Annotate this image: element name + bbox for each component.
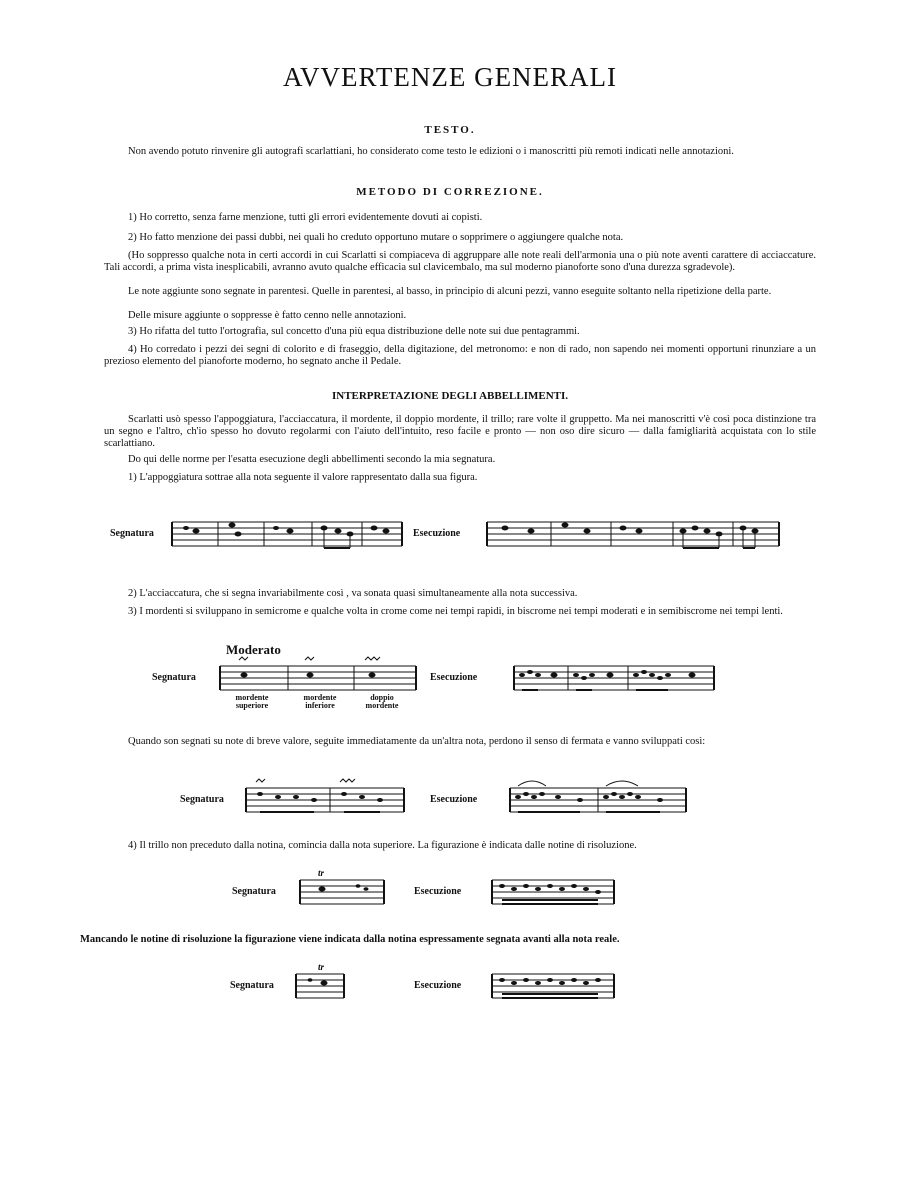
esecuzione-label-4: Esecuzione <box>414 886 462 897</box>
staff-esecuzione-5 <box>492 970 614 1002</box>
staff-segnatura-1 <box>172 518 402 550</box>
paragraph-interpretazione-norme: Do qui delle norme per l'esatta esecuzione degli abbellimenti secondo la mia segnatura. <box>128 454 496 465</box>
trill-sign-icon: tr <box>318 962 325 972</box>
section-heading-interpretazione: INTERPRETAZIONE DEGLI ABBELLIMENTI. <box>331 390 569 402</box>
esecuzione-label-1: Esecuzione <box>413 528 461 539</box>
esecuzione-label-5: Esecuzione <box>414 980 462 991</box>
section-heading-metodo: METODO DI CORREZIONE. <box>356 186 544 198</box>
paragraph-metodo-1: 1) Ho corretto, senza farne menzione, tutti gli errori evidentemente dovuti ai copisti. <box>128 212 483 223</box>
staff-esecuzione-3 <box>510 784 686 816</box>
paragraph-acciaccatura: 2) L'acciaccatura, che si segna invariabilmente così , va sonata quasi simultaneamente alla nota successiva. <box>128 588 578 599</box>
page-title: AVVERTENZE GENERALI <box>282 62 618 92</box>
paragraph-appoggiatura: 1) L'appoggiatura sottrae alla nota seguente il valore rappresentato dalla sua figura. <box>128 472 478 483</box>
segnatura-label-2: Segnatura <box>152 672 196 683</box>
label-mordente-superiore: mordente superiore <box>235 693 269 710</box>
label-doppio-mordente: doppio mordente <box>365 693 399 710</box>
staff-esecuzione-1 <box>487 518 779 550</box>
esecuzione-label-2: Esecuzione <box>430 672 478 683</box>
staff-segnatura-2 <box>220 662 416 694</box>
paragraph-metodo-7: 4) Ho corredato i pezzi dei segni di colorito e di fraseggio, della digitazione, del metronomo: e non di rado, non sapendo nei momenti opportuni rinunziare a un prezioso elemento del pianoforte moderno, ho segnato anche il Pedale. <box>104 344 816 367</box>
paragraph-metodo-3: (Ho soppresso qualche nota in certi accordi in cui Scarlatti si compiaceva di aggruppare alle note reali dell'armonia una o più note aventi carattere di acciaccature. Tali accordi, a prima vista inesplicabili, avranno avuto qualche efficacia sul clavicembalo, ma sul moderno pianoforte sono d'una durezza sgradevole). <box>104 250 816 273</box>
segnatura-label-1: Segnatura <box>110 528 154 539</box>
paragraph-mancando: Mancando le notine di risoluzione la figurazione viene indicata dalla notina espressamente segnata avanti alla nota reale. <box>80 934 620 945</box>
label-mordente-inferiore: mordente inferiore <box>303 693 337 710</box>
paragraph-trillo: 4) Il trillo non preceduto dalla notina, comincia dalla nota superiore. La figurazione è indicata dalle notine di risoluzione. <box>128 840 637 851</box>
tempo-marking-moderato: Moderato <box>226 642 281 657</box>
paragraph-note-brevi: Quando son segnati su note di breve valore, seguite immediatamente da un'altra nota, perdono il senso di fermata e vanno sviluppati così: <box>128 736 706 747</box>
staff-segnatura-3 <box>246 784 404 816</box>
paragraph-metodo-4: Le note aggiunte sono segnate in parentesi. Quelle in parentesi, al basso, in principio di alcuni pezzi, vanno eseguite soltanto nella ripetizione della parte. <box>128 286 772 297</box>
paragraph-mordenti: 3) I mordenti si sviluppano in semicrome e qualche volta in crome come nei tempi rapidi, in biscrome nei tempi moderati e in semibiscrome nei tempi lenti. <box>128 606 783 617</box>
staff-esecuzione-2 <box>514 662 714 694</box>
segnatura-label-5: Segnatura <box>230 980 274 991</box>
staff-segnatura-4 <box>300 868 384 908</box>
section-heading-testo: TESTO. <box>424 124 476 136</box>
segnatura-label-4: Segnatura <box>232 886 276 897</box>
paragraph-metodo-6: 3) Ho rifatta del tutto l'ortografia, sul concetto d'una più equa distribuzione delle note sui due pentagrammi. <box>128 326 580 337</box>
paragraph-metodo-5: Delle misure aggiunte o soppresse è fatto cenno nelle annotazioni. <box>128 310 407 321</box>
paragraph-metodo-2: 2) Ho fatto menzione dei passi dubbi, nei quali ho creduto opportuno mutare o sopprimere o aggiungere qualche nota. <box>128 232 624 243</box>
staff-esecuzione-4 <box>492 876 614 908</box>
trill-sign-icon: tr <box>318 868 325 878</box>
paragraph-interpretazione-intro: Scarlatti usò spesso l'appoggiatura, l'acciaccatura, il mordente, il doppio mordente, il trillo; rare volte il gruppetto. Ma nei manoscritti v'è così poca distinzione tra un segno e l'altro, ch'io spesso ho dovuto regolarmi con l'aiuto dell'intuito, reso facile e pronto — non oso dire sicuro — dalla famigliarità acquistata con lo stile scarlattiano. <box>104 414 816 449</box>
segnatura-label-3: Segnatura <box>180 794 224 805</box>
paragraph-testo: Non avendo potuto rinvenire gli autografi scarlattiani, ho considerato come testo le edizioni o i manoscritti più remoti indicati nelle annotazioni. <box>128 146 734 157</box>
esecuzione-label-3: Esecuzione <box>430 794 478 805</box>
staff-segnatura-5 <box>296 962 344 1002</box>
